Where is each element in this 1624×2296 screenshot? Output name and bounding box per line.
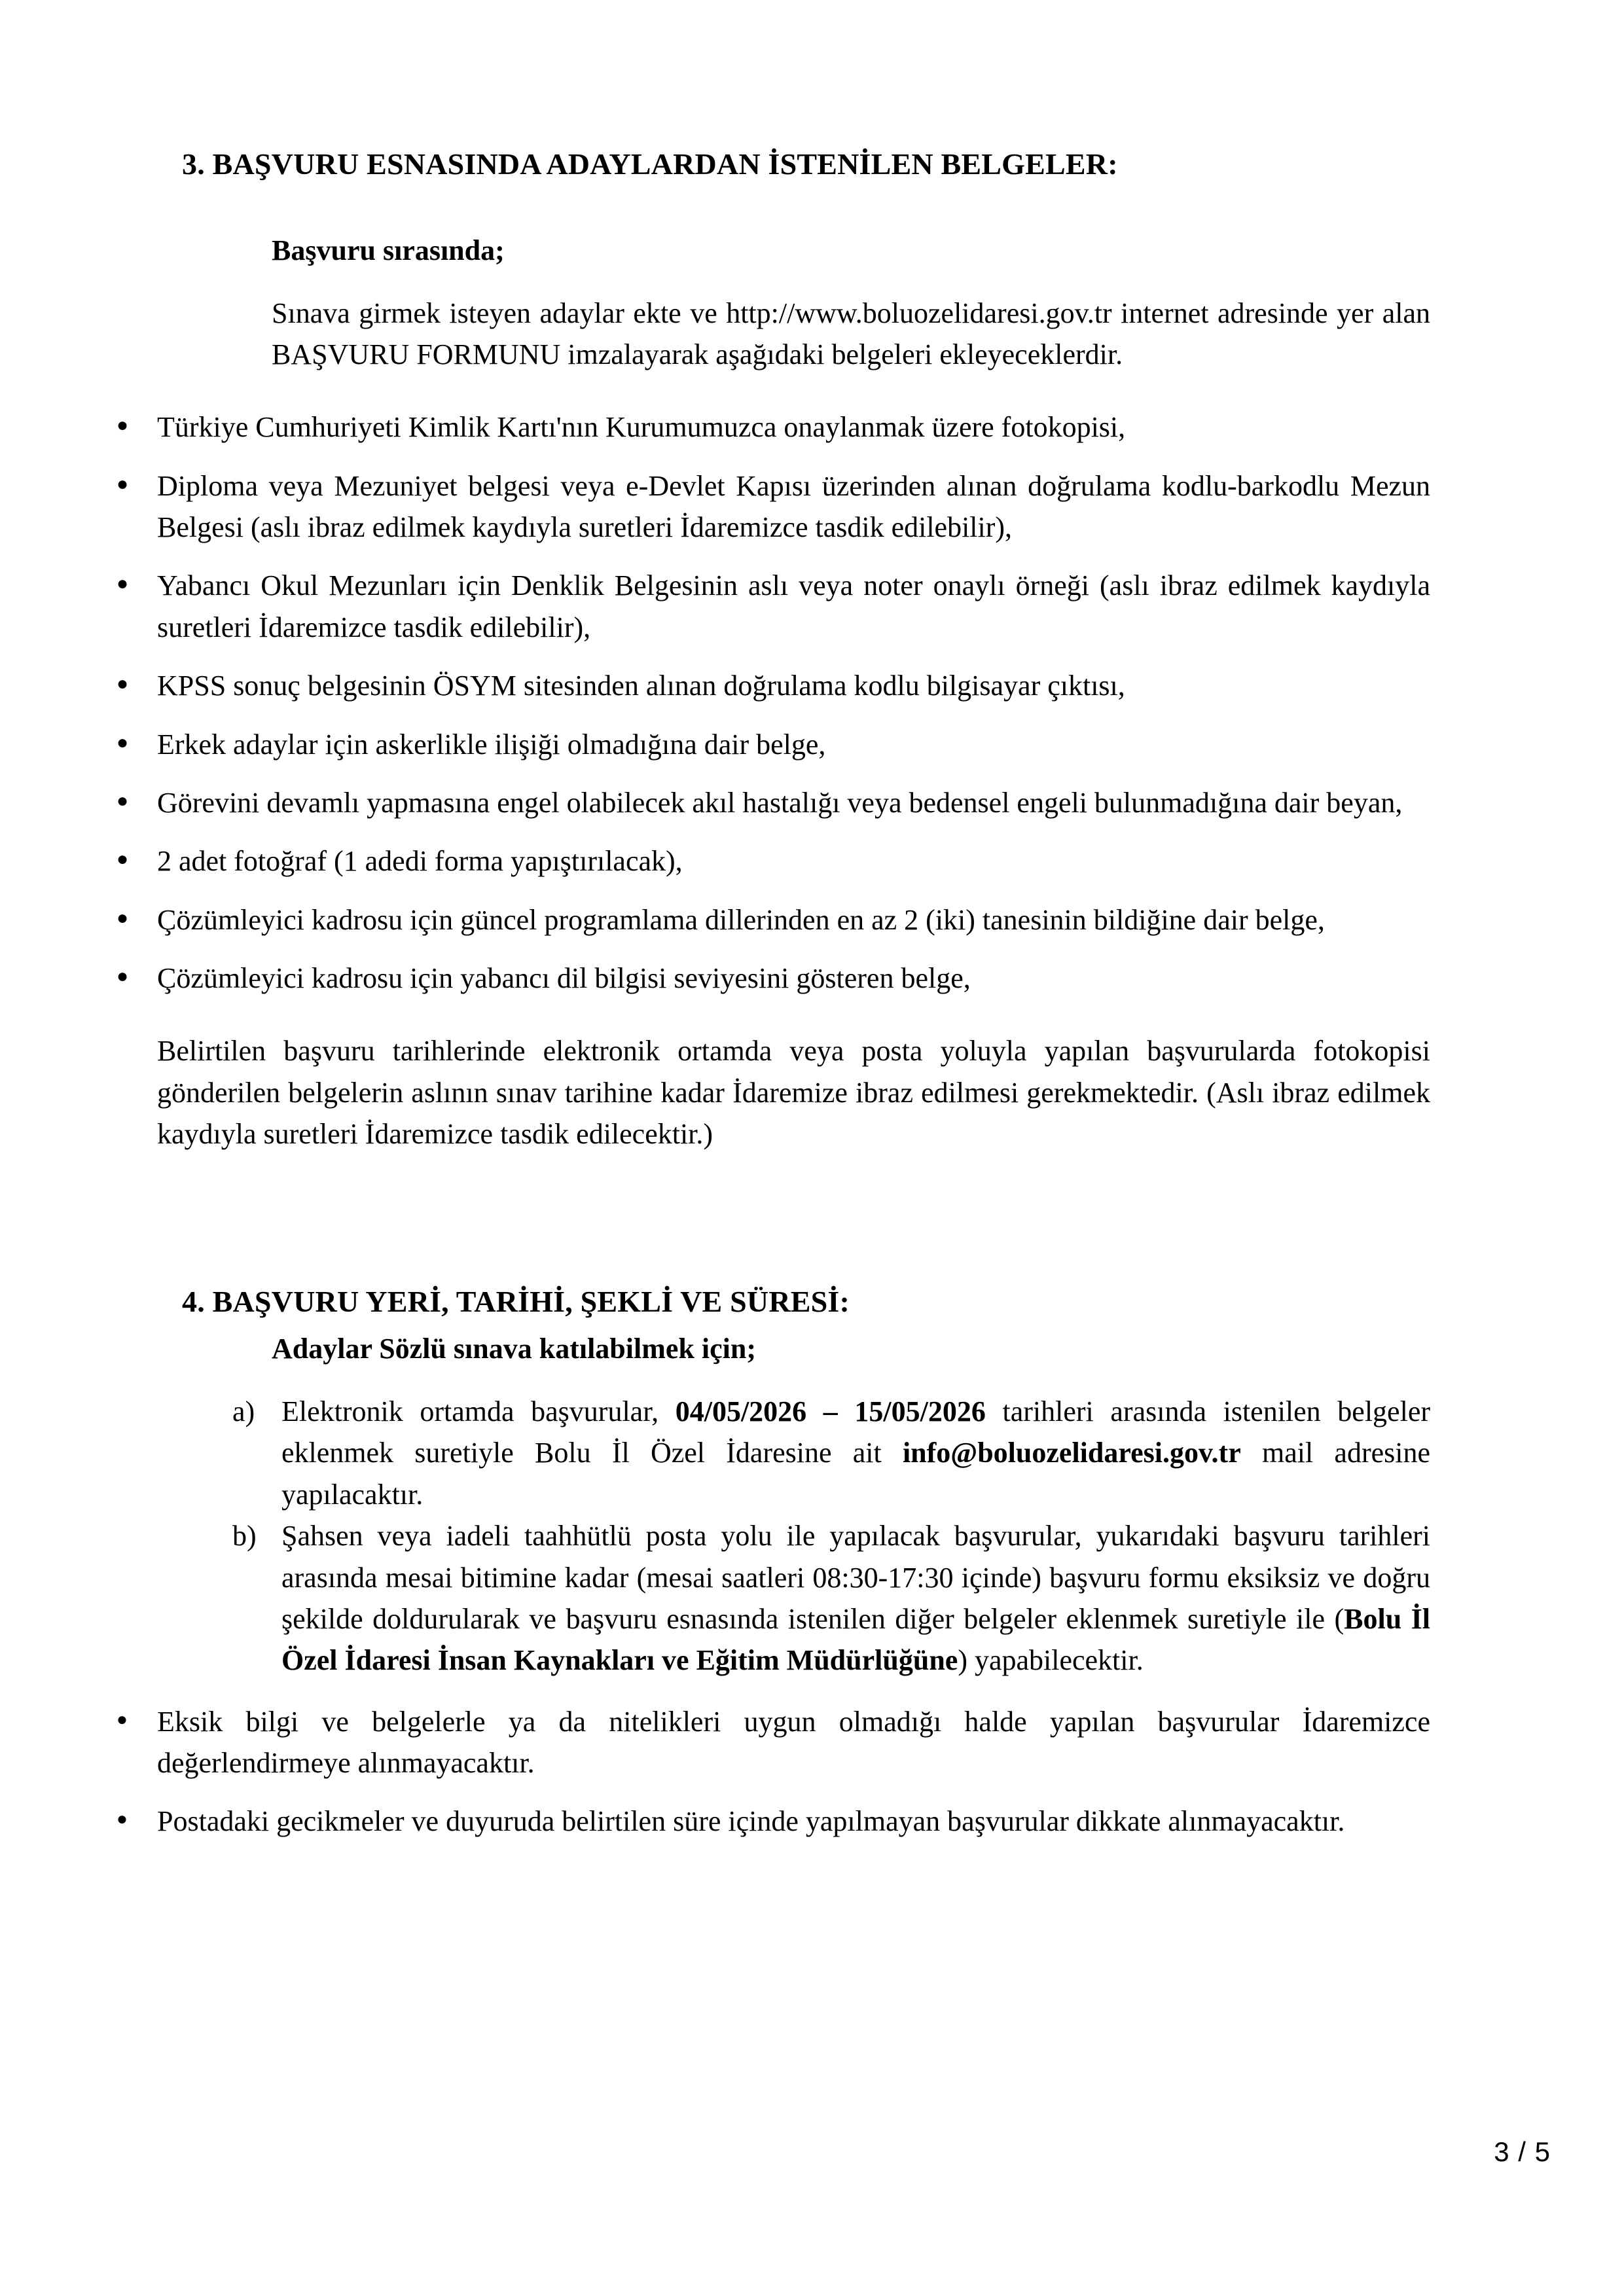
list-item-a [232,1391,1430,1515]
list-item-b [232,1515,1431,1681]
list-item: ● 2 adet fotoğraf (1 adedi forma yapıştırılacak), [157,840,1430,882]
list-item: ● Eksik bilgi ve belgelerle ya da nitelikleri uygun olmadığı halde yapılan başvurular İdaremizce değerlendirmeye alınmayacaktır. [157,1701,1430,1784]
list-marker-a: a) [232,1395,255,1428]
section-3-body [157,232,1430,376]
section-4-subheading: Adaylar Sözlü sınava katılabilmek için; [272,1332,756,1365]
spacer [272,269,1430,293]
spacer [157,375,1430,406]
section-3-intro-paragraph: Sınava girmek isteyen adaylar ekte ve http://www.boluozelidaresi.gov.tr internet adresinde yer alan BAŞVURU FORMUNU imzalayarak aşağıdaki belgeleri ekleyeceklerdir. [272,296,1430,371]
list-item-b-text: Şahsen veya iadeli taahhütlü posta yolu ile yapılacak başvurular, yukarıdaki başvuru tarihleri arasında mesai bitimine kadar (mesai saatleri 08:30-17:30 içinde) başvuru formu eksiksiz ve doğru şekilde doldurularak ve başvuru esnasında istenilen diğer belgeler eklenmek suretiyle ile (Bolu İl Özel İdaresi İnsan Kaynakları ve Eğitim Müdürlüğüne) yapabilecektir. [281,1520,1431,1677]
required-documents-list [157,406,1430,999]
list-item: ● Türkiye Cumhuriyeti Kimlik Kartı'nın Kurumumuzca onaylanmak üzere fotokopisi, [157,406,1430,448]
application-notes-list [157,1701,1430,1842]
list-marker-b: b) [232,1520,257,1552]
section-3-closing-paragraph: Belirtilen başvuru tarihlerinde elektronik ortamda veya posta yoluyla yapılan başvurularda fotokopisi gönderilen belgelerin aslının sınav tarihine kadar İdaremize ibraz edilmesi gerekmektedir. (Aslı ibraz edilmek kaydıyla suretleri İdaremizce tasdik edilecektir.) [157,1035,1430,1151]
section-4-body [157,1330,1430,1367]
list-item: ● KPSS sonuç belgesinin ÖSYM sitesinden alınan doğrulama kodlu bilgisayar çıktısı, [157,665,1430,706]
application-methods-list [157,1391,1430,1681]
page-content [157,0,1430,1842]
section-3-heading: 3. BAŞVURU ESNASINDA ADAYLARDAN İSTENİLEN BELGELER: [182,147,1118,181]
list-item: ● Postadaki gecikmeler ve duyuruda belirtilen süre içinde yapılmayan başvurular dikkate alınmayacaktır. [157,1801,1430,1842]
spacer [157,183,1430,232]
spacer [157,1367,1430,1391]
page-number: 3 / 5 [1494,2136,1551,2167]
list-item: ● Çözümleyici kadrosu için güncel programlama dillerinden en az 2 (iki) tanesinin bildiğine dair belge, [157,899,1430,941]
section-4-heading: 4. BAŞVURU YERİ, TARİHİ, ŞEKLİ VE SÜRESİ: [182,1285,850,1319]
spacer [157,1155,1430,1283]
list-item-a-text: Elektronik ortamda başvurular, 04/05/2026 – 15/05/2026 tarihleri arasında istenilen belgeler eklenmek suretiyle Bolu İl Özel İdaresine ait info@boluozelidaresi.gov.tr mail adresine yapılacaktır. [281,1395,1430,1511]
spacer [157,1321,1430,1330]
list-item: ● Diploma veya Mezuniyet belgesi veya e-Devlet Kapısı üzerinden alınan doğrulama kodlu-barkodlu Mezun Belgesi (aslı ibraz edilmek kaydıyla suretleri İdaremizce tasdik edilebilir), [157,465,1430,548]
list-item: ● Görevini devamlı yapmasına engel olabilecek akıl hastalığı veya bedensel engeli bulunmadığına dair beyan, [157,782,1430,823]
spacer [157,1681,1430,1701]
list-item: ● Çözümleyici kadrosu için yabancı dil bilgisi seviyesini gösteren belge, [157,958,1430,999]
section-3-subheading: Başvuru sırasında; [272,234,505,266]
list-item: ● Yabancı Okul Mezunları için Denklik Belgesinin aslı veya noter onaylı örneği (aslı ibraz edilmek kaydıyla suretleri İdaremizce tasdik edilebilir), [157,565,1430,648]
list-item: ● Erkek adaylar için askerlikle ilişiği olmadığına dair belge, [157,724,1430,765]
spacer [157,999,1430,1030]
